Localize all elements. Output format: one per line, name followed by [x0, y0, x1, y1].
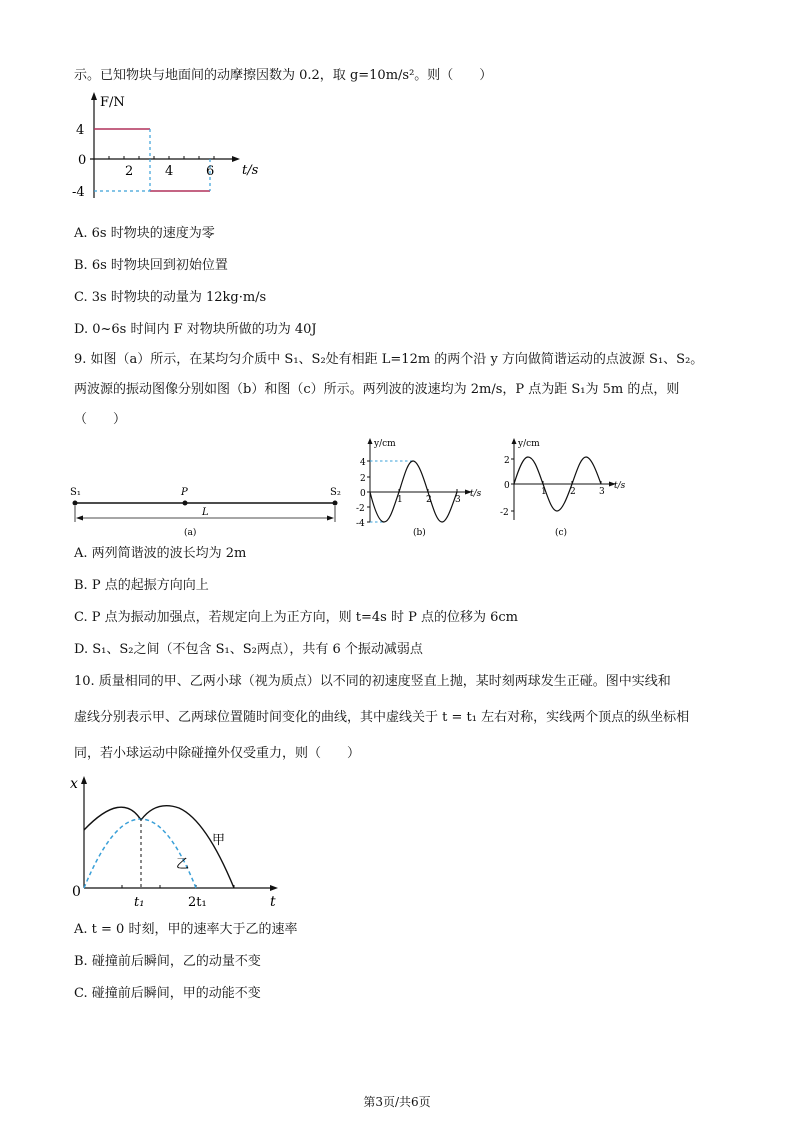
point-p-dot [183, 501, 188, 506]
label-s2: S₂ [330, 487, 341, 498]
x-tick-6: 6 [206, 164, 215, 179]
label-L: L [202, 507, 209, 518]
q10-line-2: 虚线分别表示甲、乙两球位置随时间变化的曲线，其中虚线关于 t = t₁ 左右对称，实线两个顶点的纵坐标相 [74, 710, 690, 725]
c-x-tick-1: 1 [541, 487, 547, 497]
label-yi: 乙 [176, 857, 190, 872]
b-y-tick-0: 0 [360, 489, 366, 499]
source-s2-dot [333, 501, 338, 506]
page-footer: 第3页/共6页 [363, 1095, 431, 1109]
c-y-tick-neg2: -2 [500, 508, 509, 518]
caption-b: (b) [413, 528, 426, 538]
y-tick-4: 4 [76, 123, 85, 138]
ylabel-b: y/cm [374, 439, 396, 449]
q8-option-a: A. 6s 时物块的速度为零 [74, 226, 215, 241]
q10-line-3: 同，若小球运动中除碰撞外仅受重力，则（ ） [74, 746, 361, 761]
source-s1-dot [73, 501, 78, 506]
q9-option-b: B. P 点的起振方向向上 [74, 578, 209, 593]
b-y-tick-4: 4 [360, 458, 366, 468]
tick-2t1: 2t₁ [188, 895, 207, 910]
y-tick-neg4: -4 [72, 185, 85, 200]
c-y-tick-0: 0 [504, 481, 510, 491]
c-x-tick-3: 3 [599, 487, 605, 497]
q9-figure-a [66, 478, 351, 540]
c-x-tick-2: 2 [570, 487, 576, 497]
q9-option-d: D. S₁、S₂之间（不包含 S₁、S₂两点），共有 6 个振动减弱点 [74, 642, 423, 657]
q8-intro: 示。已知物块与地面间的动摩擦因数为 0.2，取 g=10m/s²。则（ ） [74, 68, 493, 83]
graph-origin: 0 [72, 884, 81, 900]
label-p: P [181, 487, 188, 498]
graph-xlabel-t: t [270, 894, 276, 910]
xlabel-b: t/s [470, 489, 482, 499]
tick-t1: t₁ [134, 895, 145, 910]
caption-a: (a) [184, 528, 197, 538]
b-x-tick-1: 1 [397, 495, 403, 505]
graph-ylabel: F/N [100, 95, 125, 110]
q10-option-b: B. 碰撞前后瞬间，乙的动量不变 [74, 954, 261, 969]
xlabel-c: t/s [614, 481, 626, 491]
q8-force-time-graph [70, 90, 270, 200]
q9-line-2: 两波源的振动图像分别如图（b）和图（c）所示。两列波的波速均为 2m/s，P 点为距 S₁为 5m 的点，则 [74, 382, 680, 397]
x-tick-4: 4 [165, 164, 174, 179]
q8-option-b: B. 6s 时物块回到初始位置 [74, 258, 228, 273]
q9-line-3: （ ） [74, 412, 127, 427]
curve-yi-dashed [84, 819, 196, 888]
q9-option-a: A. 两列简谐波的波长均为 2m [74, 546, 247, 561]
b-y-tick-2: 2 [360, 474, 366, 484]
y-tick-0: 0 [78, 153, 87, 168]
label-s1: S₁ [70, 487, 81, 498]
b-x-tick-3: 3 [455, 495, 461, 505]
q8-option-c: C. 3s 时物块的动量为 12kg·m/s [74, 290, 267, 305]
q9-line-1: 9. 如图（a）所示，在某均匀介质中 S₁、S₂处有相距 L=12m 的两个沿 y 方向做简谐运动的点波源 S₁、S₂。 [74, 352, 704, 367]
x-tick-2: 2 [125, 164, 134, 179]
q10-line-1: 10. 质量相同的甲、乙两小球（视为质点）以不同的初速度竖直上抛，某时刻两球发生正碰。图中实线和 [74, 674, 671, 689]
caption-c: (c) [555, 528, 568, 538]
ylabel-c: y/cm [518, 439, 540, 449]
q10-option-a: A. t = 0 时刻，甲的速率大于乙的速率 [74, 922, 298, 937]
c-y-tick-2: 2 [504, 456, 510, 466]
q10-option-c: C. 碰撞前后瞬间，甲的动能不变 [74, 986, 261, 1001]
label-jia: 甲 [212, 833, 226, 848]
graph-xlabel: t/s [242, 163, 259, 178]
b-y-tick-neg4: -4 [356, 519, 365, 529]
q9-figure-c [494, 436, 634, 538]
graph-ylabel-x: x [70, 776, 78, 792]
q8-option-d: D. 0~6s 时间内 F 对物块所做的功为 40J [74, 322, 317, 337]
b-x-tick-2: 2 [426, 495, 432, 505]
b-y-tick-neg2: -2 [356, 504, 365, 514]
q9-option-c: C. P 点为振动加强点，若规定向上为正方向，则 t=4s 时 P 点的位移为 6cm [74, 610, 518, 625]
q10-position-time-graph [66, 770, 286, 910]
q9-figure-b [350, 436, 490, 538]
